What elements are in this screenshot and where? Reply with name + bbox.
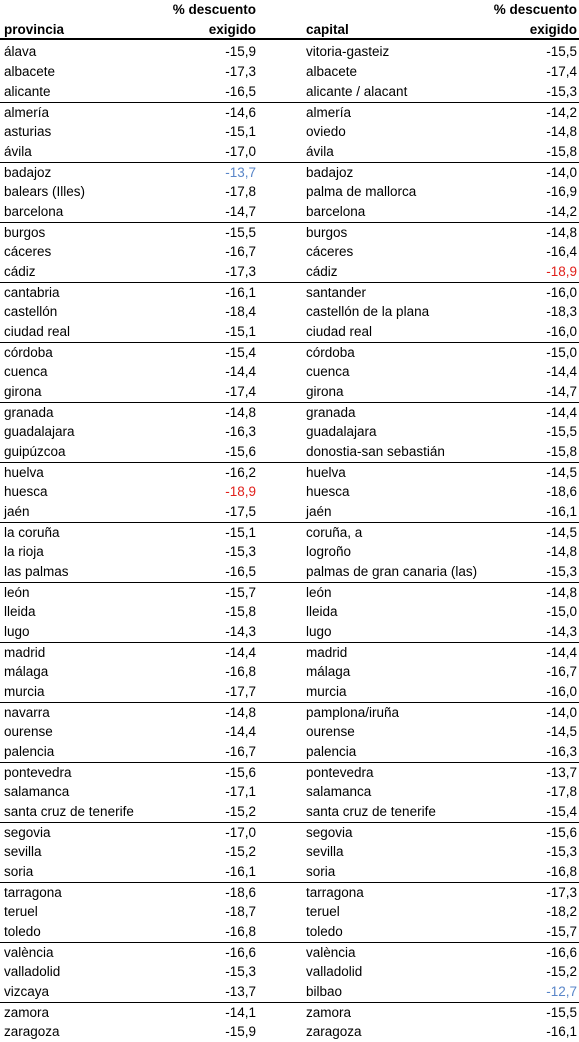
cell-provincia: burgos — [4, 225, 46, 240]
cell-capital: guadalajara — [306, 424, 377, 439]
table-row — [0, 842, 579, 862]
cell-pct-provincia: -16,7 — [225, 744, 256, 759]
cell-pct-provincia: -16,3 — [225, 424, 256, 439]
cell-pct-capital: -15,3 — [546, 564, 577, 579]
header-pct-capital-line1: % descuento — [493, 2, 577, 17]
cell-provincia: lugo — [4, 624, 30, 639]
cell-pct-provincia: -18,9 — [225, 484, 256, 499]
table-row — [0, 602, 579, 622]
cell-provincia: la coruña — [4, 525, 60, 540]
cell-capital: valència — [306, 945, 356, 960]
cell-provincia: zaragoza — [4, 1024, 60, 1039]
cell-capital: burgos — [306, 225, 348, 240]
cell-provincia: zamora — [4, 1005, 50, 1020]
cell-provincia: granada — [4, 405, 54, 420]
cell-capital: huesca — [306, 484, 350, 499]
cell-pct-capital: -16,1 — [546, 1024, 577, 1039]
cell-capital: badajoz — [306, 165, 354, 180]
cell-pct-provincia: -13,7 — [225, 984, 256, 999]
table-row — [0, 582, 579, 602]
cell-pct-provincia: -15,3 — [225, 964, 256, 979]
cell-pct-capital: -12,7 — [546, 984, 577, 999]
cell-pct-provincia: -15,1 — [225, 525, 256, 540]
cell-capital: bilbao — [306, 984, 343, 999]
table-row — [0, 962, 579, 982]
cell-pct-provincia: -18,7 — [225, 904, 256, 919]
cell-provincia: barcelona — [4, 204, 64, 219]
cell-provincia: tarragona — [4, 885, 62, 900]
cell-pct-provincia: -16,2 — [225, 465, 256, 480]
table-row — [0, 222, 579, 242]
table-row — [0, 62, 579, 82]
cell-pct-capital: -15,3 — [546, 844, 577, 859]
cell-provincia: almería — [4, 105, 50, 120]
cell-provincia: ciudad real — [4, 324, 71, 339]
cell-pct-capital: -18,6 — [546, 484, 577, 499]
cell-pct-capital: -14,4 — [546, 405, 577, 420]
cell-pct-capital: -16,0 — [546, 285, 577, 300]
cell-provincia: ourense — [4, 724, 53, 739]
cell-pct-capital: -14,8 — [546, 225, 577, 240]
cell-pct-provincia: -16,5 — [225, 564, 256, 579]
cell-provincia: huesca — [4, 484, 48, 499]
table-row — [0, 542, 579, 562]
cell-provincia: asturias — [4, 124, 52, 139]
cell-pct-provincia: -16,1 — [225, 285, 256, 300]
cell-pct-capital: -16,4 — [546, 244, 577, 259]
cell-capital: cádiz — [306, 264, 338, 279]
table-row — [0, 762, 579, 782]
cell-capital: león — [306, 585, 332, 600]
table-row — [0, 982, 579, 1002]
cell-capital: oviedo — [306, 124, 346, 139]
table-row — [0, 262, 579, 282]
cell-pct-provincia: -17,0 — [225, 825, 256, 840]
cell-capital: pamplona/iruña — [306, 705, 400, 720]
cell-capital: zaragoza — [306, 1024, 362, 1039]
cell-provincia: león — [4, 585, 30, 600]
cell-pct-capital: -16,3 — [546, 744, 577, 759]
cell-capital: santa cruz de tenerife — [306, 804, 436, 819]
table-row — [0, 702, 579, 722]
cell-pct-capital: -15,5 — [546, 1005, 577, 1020]
cell-pct-provincia: -17,8 — [225, 184, 256, 199]
table-row — [0, 322, 579, 342]
table-row — [0, 502, 579, 522]
cell-provincia: pontevedra — [4, 765, 72, 780]
table-row — [0, 362, 579, 382]
cell-pct-provincia: -14,8 — [225, 405, 256, 420]
cell-pct-capital: -13,7 — [546, 765, 577, 780]
cell-pct-provincia: -17,5 — [225, 504, 256, 519]
cell-pct-provincia: -17,7 — [225, 684, 256, 699]
cell-provincia: lleida — [4, 604, 36, 619]
cell-pct-provincia: -16,1 — [225, 864, 256, 879]
cell-provincia: cádiz — [4, 264, 36, 279]
cell-provincia: girona — [4, 384, 42, 399]
table-row — [0, 1002, 579, 1022]
cell-provincia: palencia — [4, 744, 55, 759]
cell-pct-provincia: -15,7 — [225, 585, 256, 600]
table-row — [0, 162, 579, 182]
cell-provincia: navarra — [4, 705, 50, 720]
cell-pct-provincia: -14,1 — [225, 1005, 256, 1020]
table-row — [0, 922, 579, 942]
cell-pct-capital: -15,0 — [546, 604, 577, 619]
cell-provincia: castellón — [4, 304, 58, 319]
cell-capital: vitoria-gasteiz — [306, 44, 390, 59]
cell-pct-provincia: -13,7 — [225, 165, 256, 180]
cell-pct-capital: -14,5 — [546, 525, 577, 540]
cell-capital: granada — [306, 405, 356, 420]
cell-pct-provincia: -15,1 — [225, 324, 256, 339]
header-pct-capital-line2: exigido — [529, 22, 577, 37]
cell-pct-provincia: -15,6 — [225, 444, 256, 459]
cell-capital: ourense — [306, 724, 355, 739]
cell-pct-provincia: -14,4 — [225, 724, 256, 739]
cell-pct-capital: -15,4 — [546, 804, 577, 819]
table-row — [0, 682, 579, 702]
table-row — [0, 402, 579, 422]
cell-pct-provincia: -18,6 — [225, 885, 256, 900]
cell-pct-capital: -14,5 — [546, 724, 577, 739]
cell-pct-provincia: -17,4 — [225, 384, 256, 399]
cell-capital: castellón de la plana — [306, 304, 430, 319]
cell-pct-capital: -14,8 — [546, 544, 577, 559]
cell-pct-provincia: -14,4 — [225, 645, 256, 660]
cell-provincia: cantabria — [4, 285, 60, 300]
cell-provincia: teruel — [4, 904, 38, 919]
table-row — [0, 822, 579, 842]
table-row — [0, 242, 579, 262]
cell-provincia: santa cruz de tenerife — [4, 804, 134, 819]
cell-pct-capital: -14,4 — [546, 645, 577, 660]
cell-provincia: guipúzcoa — [4, 444, 66, 459]
cell-provincia: salamanca — [4, 784, 70, 799]
cell-provincia: valladolid — [4, 964, 61, 979]
cell-pct-provincia: -14,7 — [225, 204, 256, 219]
cell-provincia: huelva — [4, 465, 44, 480]
header-capital: capital — [306, 22, 349, 37]
cell-pct-provincia: -16,5 — [225, 84, 256, 99]
cell-capital: huelva — [306, 465, 346, 480]
table-row — [0, 882, 579, 902]
cell-pct-provincia: -15,1 — [225, 124, 256, 139]
table-row — [0, 342, 579, 362]
cell-pct-provincia: -16,8 — [225, 664, 256, 679]
table-row — [0, 462, 579, 482]
cell-pct-capital: -14,3 — [546, 624, 577, 639]
cell-provincia: jaén — [4, 504, 30, 519]
cell-pct-capital: -14,2 — [546, 204, 577, 219]
cell-pct-capital: -15,3 — [546, 84, 577, 99]
cell-provincia: málaga — [4, 664, 49, 679]
cell-capital: girona — [306, 384, 344, 399]
cell-pct-capital: -15,2 — [546, 964, 577, 979]
table-row — [0, 382, 579, 402]
table-row — [0, 942, 579, 962]
cell-pct-capital: -14,8 — [546, 585, 577, 600]
cell-capital: lugo — [306, 624, 332, 639]
cell-provincia: toledo — [4, 924, 41, 939]
table-row — [0, 282, 579, 302]
cell-provincia: sevilla — [4, 844, 42, 859]
table-row — [0, 182, 579, 202]
cell-provincia: las palmas — [4, 564, 69, 579]
table-row — [0, 142, 579, 162]
cell-pct-capital: -15,5 — [546, 44, 577, 59]
cell-pct-provincia: -15,4 — [225, 345, 256, 360]
cell-capital: lleida — [306, 604, 338, 619]
cell-provincia: la rioja — [4, 544, 44, 559]
cell-pct-capital: -15,6 — [546, 825, 577, 840]
cell-provincia: ávila — [4, 144, 32, 159]
cell-provincia: murcia — [4, 684, 45, 699]
cell-pct-capital: -16,6 — [546, 945, 577, 960]
cell-provincia: segovia — [4, 825, 51, 840]
table-row — [0, 662, 579, 682]
cell-pct-capital: -14,0 — [546, 705, 577, 720]
cell-pct-provincia: -17,3 — [225, 264, 256, 279]
cell-pct-provincia: -14,4 — [225, 364, 256, 379]
cell-provincia: madrid — [4, 645, 46, 660]
cell-capital: jaén — [306, 504, 332, 519]
cell-pct-capital: -16,9 — [546, 184, 577, 199]
cell-pct-provincia: -15,6 — [225, 765, 256, 780]
table-row — [0, 482, 579, 502]
cell-capital: barcelona — [306, 204, 366, 219]
table-row — [0, 442, 579, 462]
table-body — [0, 42, 579, 1042]
cell-pct-provincia: -17,0 — [225, 144, 256, 159]
cell-capital: cuenca — [306, 364, 350, 379]
cell-pct-capital: -15,7 — [546, 924, 577, 939]
cell-pct-provincia: -17,3 — [225, 64, 256, 79]
cell-capital: palma de mallorca — [306, 184, 417, 199]
cell-pct-capital: -15,0 — [546, 345, 577, 360]
table-row — [0, 562, 579, 582]
cell-capital: alicante / alacant — [306, 84, 408, 99]
table-row — [0, 202, 579, 222]
cell-pct-capital: -17,8 — [546, 784, 577, 799]
cell-pct-capital: -14,4 — [546, 364, 577, 379]
cell-capital: cáceres — [306, 244, 354, 259]
cell-provincia: álava — [4, 44, 37, 59]
cell-capital: teruel — [306, 904, 340, 919]
cell-capital: palmas de gran canaria (las) — [306, 564, 478, 579]
cell-pct-provincia: -14,8 — [225, 705, 256, 720]
cell-pct-capital: -17,4 — [546, 64, 577, 79]
cell-provincia: cuenca — [4, 364, 48, 379]
cell-provincia: albacete — [4, 64, 56, 79]
table-row — [0, 722, 579, 742]
cell-pct-capital: -14,5 — [546, 465, 577, 480]
cell-pct-provincia: -16,8 — [225, 924, 256, 939]
cell-provincia: vizcaya — [4, 984, 50, 999]
cell-capital: ávila — [306, 144, 334, 159]
table-row — [0, 642, 579, 662]
cell-capital: madrid — [306, 645, 348, 660]
cell-capital: palencia — [306, 744, 357, 759]
cell-capital: córdoba — [306, 345, 355, 360]
cell-capital: coruña, a — [306, 525, 363, 540]
cell-capital: segovia — [306, 825, 353, 840]
cell-pct-capital: -18,3 — [546, 304, 577, 319]
table-row — [0, 622, 579, 642]
cell-capital: valladolid — [306, 964, 363, 979]
cell-provincia: cáceres — [4, 244, 52, 259]
cell-pct-capital: -16,0 — [546, 684, 577, 699]
cell-pct-provincia: -16,7 — [225, 244, 256, 259]
cell-pct-capital: -16,1 — [546, 504, 577, 519]
cell-pct-capital: -15,5 — [546, 424, 577, 439]
cell-pct-provincia: -15,5 — [225, 225, 256, 240]
cell-pct-provincia: -15,3 — [225, 544, 256, 559]
table-row — [0, 42, 579, 62]
cell-capital: almería — [306, 105, 352, 120]
table-row — [0, 902, 579, 922]
cell-pct-capital: -14,0 — [546, 165, 577, 180]
table-row — [0, 422, 579, 442]
cell-pct-capital: -15,8 — [546, 444, 577, 459]
cell-provincia: guadalajara — [4, 424, 75, 439]
table-row — [0, 82, 579, 102]
cell-pct-provincia: -14,3 — [225, 624, 256, 639]
cell-capital: salamanca — [306, 784, 372, 799]
table-row — [0, 862, 579, 882]
cell-capital: zamora — [306, 1005, 352, 1020]
cell-capital: ciudad real — [306, 324, 373, 339]
cell-pct-capital: -18,9 — [546, 264, 577, 279]
cell-pct-capital: -14,8 — [546, 124, 577, 139]
table-row — [0, 122, 579, 142]
cell-pct-provincia: -15,2 — [225, 844, 256, 859]
cell-pct-capital: -15,8 — [546, 144, 577, 159]
cell-pct-capital: -14,2 — [546, 105, 577, 120]
cell-pct-capital: -16,8 — [546, 864, 577, 879]
cell-pct-capital: -18,2 — [546, 904, 577, 919]
cell-capital: soria — [306, 864, 336, 879]
header-pct-provincia-line2: exigido — [208, 22, 256, 37]
cell-provincia: soria — [4, 864, 34, 879]
header-provincia: provincia — [4, 22, 65, 37]
cell-provincia: badajoz — [4, 165, 52, 180]
cell-pct-capital: -17,3 — [546, 885, 577, 900]
cell-pct-capital: -16,7 — [546, 664, 577, 679]
table-row — [0, 802, 579, 822]
table-row — [0, 782, 579, 802]
cell-pct-capital: -16,0 — [546, 324, 577, 339]
cell-capital: tarragona — [306, 885, 364, 900]
cell-provincia: valència — [4, 945, 54, 960]
cell-capital: toledo — [306, 924, 343, 939]
cell-pct-provincia: -18,4 — [225, 304, 256, 319]
cell-provincia: córdoba — [4, 345, 53, 360]
cell-pct-capital: -14,7 — [546, 384, 577, 399]
table-row — [0, 522, 579, 542]
cell-pct-provincia: -15,9 — [225, 44, 256, 59]
cell-capital: pontevedra — [306, 765, 374, 780]
cell-capital: santander — [306, 285, 367, 300]
cell-pct-provincia: -15,2 — [225, 804, 256, 819]
cell-capital: albacete — [306, 64, 358, 79]
cell-pct-provincia: -17,1 — [225, 784, 256, 799]
cell-provincia: balears (Illes) — [4, 184, 86, 199]
cell-pct-provincia: -16,6 — [225, 945, 256, 960]
cell-provincia: alicante — [4, 84, 51, 99]
cell-capital: logroño — [306, 544, 352, 559]
table-row — [0, 302, 579, 322]
table-header — [0, 0, 579, 40]
table-row — [0, 1022, 579, 1042]
cell-pct-provincia: -15,8 — [225, 604, 256, 619]
header-pct-provincia-line1: % descuento — [172, 2, 256, 17]
table-row — [0, 102, 579, 122]
table-row — [0, 742, 579, 762]
cell-capital: donostia-san sebastián — [306, 444, 445, 459]
cell-capital: sevilla — [306, 844, 344, 859]
cell-pct-provincia: -14,6 — [225, 105, 256, 120]
cell-pct-provincia: -15,9 — [225, 1024, 256, 1039]
cell-capital: málaga — [306, 664, 351, 679]
cell-capital: murcia — [306, 684, 347, 699]
